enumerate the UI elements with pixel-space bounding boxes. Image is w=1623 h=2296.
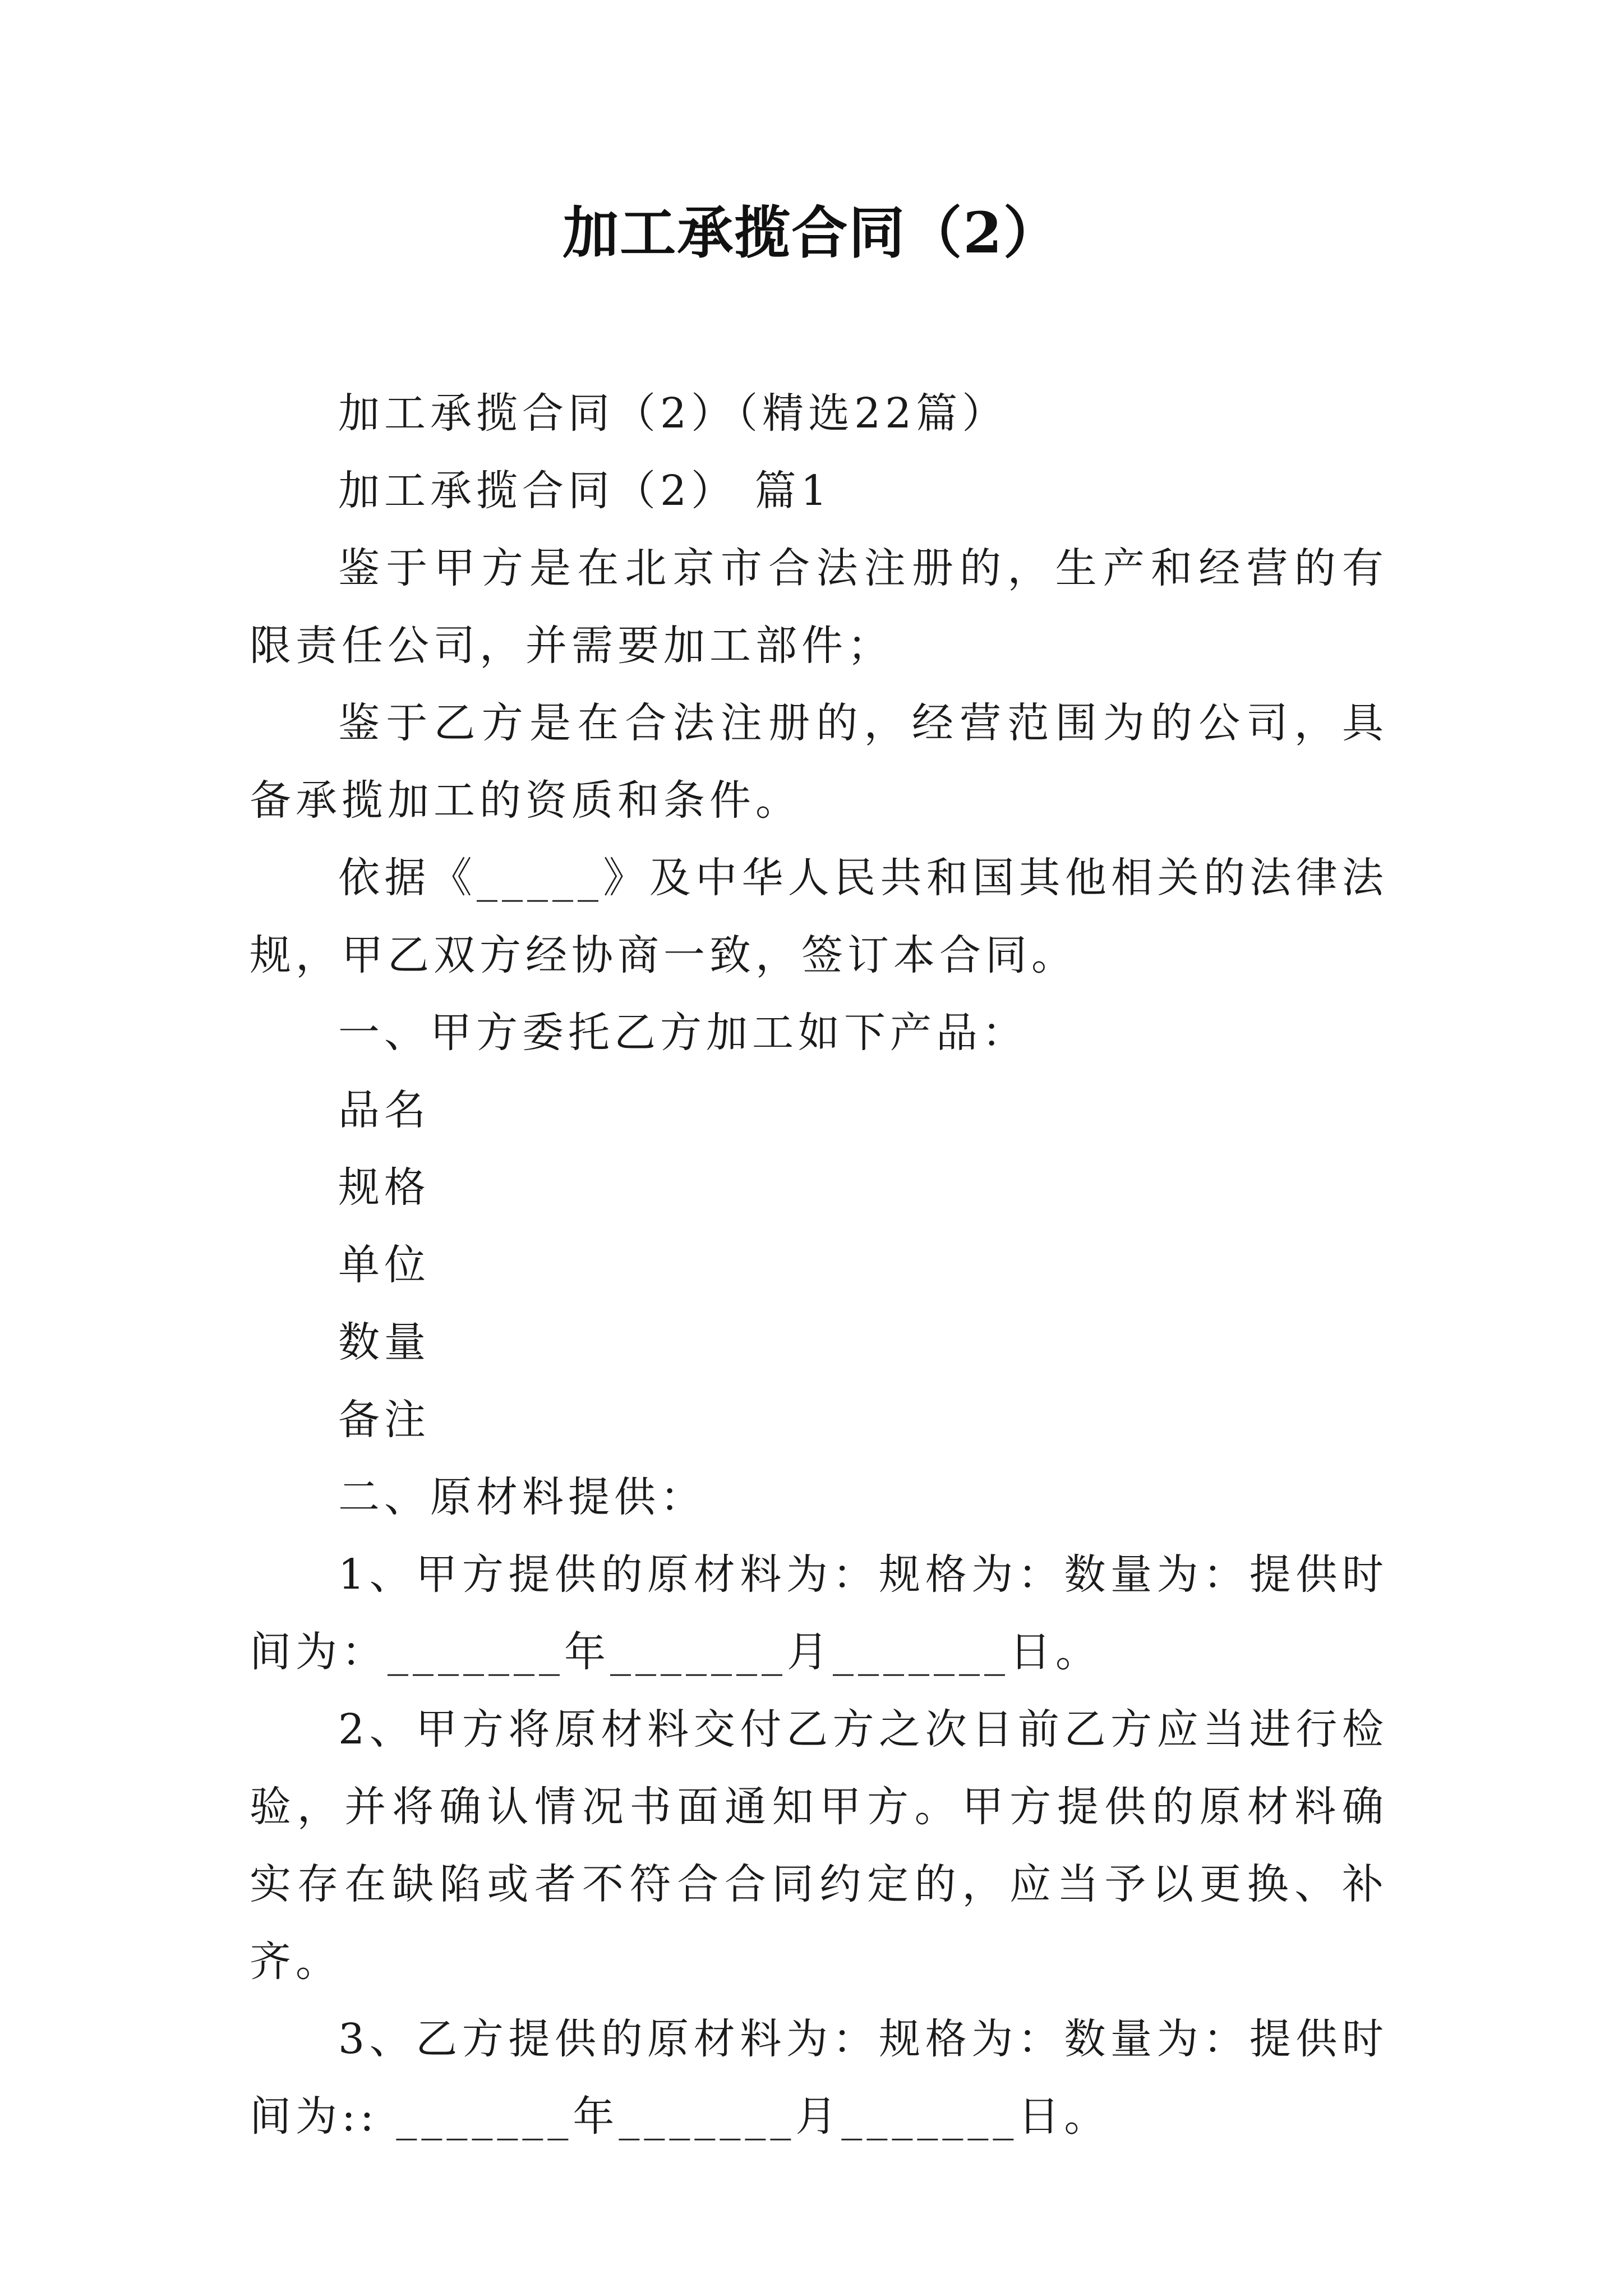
paragraph-section-heading: 加工承揽合同（2） 篇1 — [338, 467, 832, 515]
paragraph-clause-1-heading: 一、甲方委托乙方加工如下产品： — [338, 1009, 1028, 1057]
paragraph-product-remarks: 备注 — [338, 1396, 430, 1444]
document-body — [250, 375, 1388, 2155]
paragraph-clause-2-item-2: 2、甲方将原材料交付乙方之次日前乙方应当进行检验，并将确认情况书面通知甲方。甲方提供的原材料确实存在缺陷或者不符合合同约定的，应当予以更换、补齐。 — [250, 1705, 1388, 1986]
paragraph-clause-2-item-3: 3、乙方提供的原材料为：规格为：数量为：提供时间为:: _______年_______月_______日。 — [250, 2015, 1388, 2141]
paragraph-product-unit: 单位 — [338, 1241, 430, 1289]
paragraph-party-a-recital: 鉴于甲方是在北京市合法注册的，生产和经营的有限责任公司，并需要加工部件； — [250, 544, 1388, 670]
paragraph-collection-title: 加工承揽合同（2）（精选22篇） — [338, 389, 1008, 438]
paragraph-product-name: 品名 — [338, 1086, 430, 1134]
paragraph-product-spec: 规格 — [338, 1163, 430, 1212]
paragraph-legal-basis: 依据《_____》及中华人民共和国其他相关的法律法规，甲乙双方经协商一致，签订本合同。 — [250, 854, 1388, 979]
paragraph-clause-2-heading: 二、原材料提供： — [338, 1473, 706, 1521]
paragraph-product-quantity: 数量 — [338, 1318, 430, 1366]
document-title: 加工承揽合同（2） — [562, 200, 1061, 266]
paragraph-clause-2-item-1: 1、甲方提供的原材料为：规格为：数量为：提供时间为：_______年_______月_______日。 — [250, 1550, 1388, 1676]
paragraph-party-b-recital: 鉴于乙方是在合法注册的，经营范围为的公司，具备承揽加工的资质和条件。 — [250, 699, 1388, 825]
